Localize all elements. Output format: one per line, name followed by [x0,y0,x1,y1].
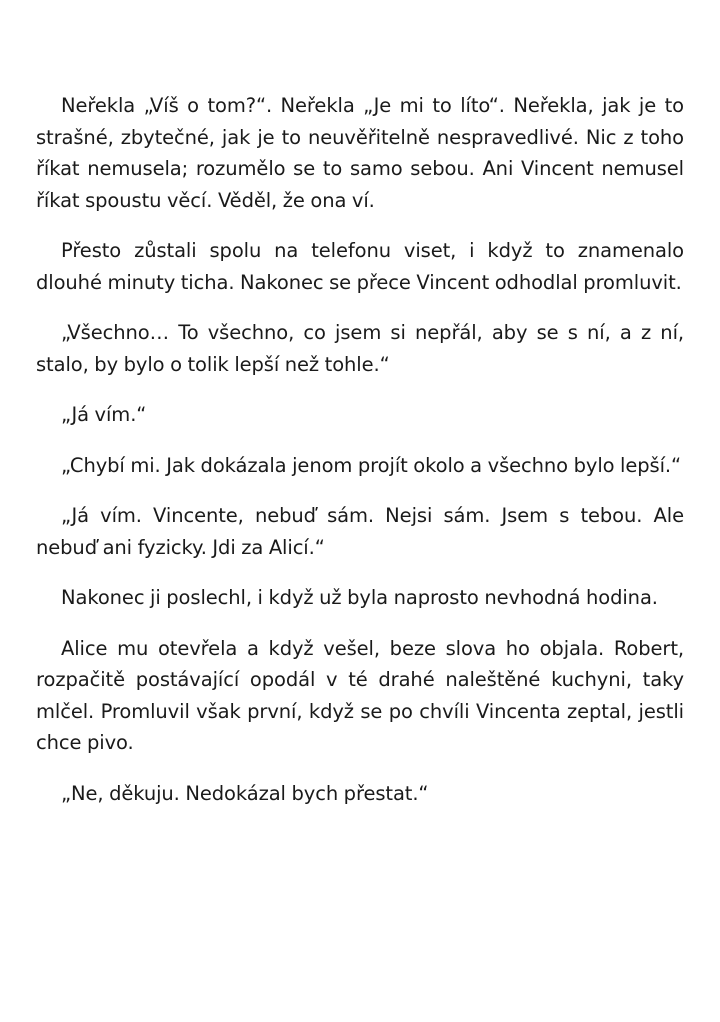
paragraph-3: „Všechno… To všechno, co jsem si nepřál, aby se s ní, a z ní, stalo, by bylo o tolik lepší než tohle.“ [36,321,684,376]
paragraph-1: Neřekla „Víš o tom?“. Neřekla „Je mi to líto“. Neřekla, jak je to strašné, zbytečné, jak je to neuvěřitelně nespravedlivé. Nic z toho říkat nemusela; rozumělo se to samo sebou. Ani Vincent nemusel říkat spoustu věcí. Věděl, že ona ví. [36,94,684,212]
paragraph-6: „Já vím. Vincente, nebuď sám. Nejsi sám. Jsem s tebou. Ale nebuď ani fyzicky. Jdi za Alicí.“ [36,504,684,559]
paragraph-2: Přesto zůstali spolu na telefonu viset, i když to znamenalo dlouhé minuty ticha. Nakonec se přece Vincent odhodlal promluvit. [36,239,684,294]
paragraph-9: „Ne, děkuju. Nedokázal bych přestat.“ [61,781,429,805]
paragraph-7: Nakonec ji poslechl, i když už byla naprosto nevhodná hodina. [61,586,658,609]
paragraph-4: „Já vím.“ [61,403,147,426]
paragraph-5: „Chybí mi. Jak dokázala jenom projít okolo a všechno bylo lepší.“ [61,453,682,477]
paragraph-8: Alice mu otevřela a když vešel, beze slova ho objala. Robert, rozpačitě postávající opodál v té drahé naleštěné kuchyni, taky mlčel. Promluvil však první, když se po chvíli Vincenta zeptal, jestli chce pivo. [36,636,684,754]
